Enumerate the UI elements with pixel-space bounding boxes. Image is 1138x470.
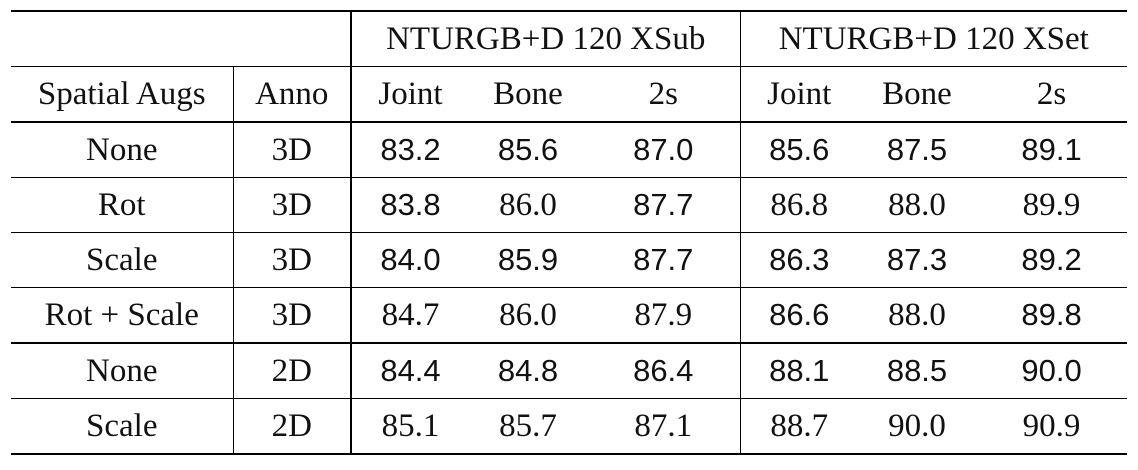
cell-xset-2s: 89.1 bbox=[976, 122, 1127, 178]
cell-anno: 3D bbox=[233, 233, 351, 288]
cell-xsub-joint: 83.8 bbox=[351, 178, 469, 233]
results-table bbox=[11, 10, 1127, 455]
cell-anno: 3D bbox=[233, 178, 351, 233]
cell-xset-bone: 87.5 bbox=[858, 122, 976, 178]
cell-xset-2s: 89.8 bbox=[976, 288, 1127, 344]
table-row bbox=[11, 122, 1127, 178]
cell-xsub-joint: 84.4 bbox=[351, 343, 469, 399]
col-header-xset-joint: Joint bbox=[740, 67, 858, 123]
column-header-row bbox=[11, 67, 1127, 123]
cell-xset-2s: 89.9 bbox=[976, 178, 1127, 233]
cell-xset-2s: 90.0 bbox=[976, 343, 1127, 399]
cell-xset-joint: 86.3 bbox=[740, 233, 858, 288]
cell-xset-joint: 86.6 bbox=[740, 288, 858, 344]
col-header-xsub-2s: 2s bbox=[587, 67, 740, 123]
cell-xsub-joint: 83.2 bbox=[351, 122, 469, 178]
group-header-row bbox=[11, 11, 1127, 67]
cell-xsub-bone: 84.8 bbox=[469, 343, 587, 399]
cell-spatial-aug: Rot + Scale bbox=[11, 288, 233, 344]
group-header-xset: NTURGB+D 120 XSet bbox=[740, 11, 1127, 67]
cell-xsub-2s: 87.0 bbox=[587, 122, 740, 178]
col-header-spatial-augs: Spatial Augs bbox=[11, 67, 233, 123]
cell-xset-joint: 86.8 bbox=[740, 178, 858, 233]
cell-xsub-bone: 85.6 bbox=[469, 122, 587, 178]
cell-xsub-2s: 87.9 bbox=[587, 288, 740, 344]
col-header-xset-2s: 2s bbox=[976, 67, 1127, 123]
table-row bbox=[11, 288, 1127, 344]
cell-spatial-aug: None bbox=[11, 343, 233, 399]
cell-anno: 2D bbox=[233, 399, 351, 455]
cell-spatial-aug: Scale bbox=[86, 407, 158, 444]
col-header-xsub-joint: Joint bbox=[351, 67, 469, 123]
group-header-xsub: NTURGB+D 120 XSub bbox=[351, 11, 740, 67]
cell-xset-bone: 88.0 bbox=[858, 178, 976, 233]
table-row bbox=[11, 233, 1127, 288]
cell-xset-bone: 87.3 bbox=[858, 233, 976, 288]
cell-xsub-bone: 86.0 bbox=[469, 288, 587, 344]
cell-xset-2s: 89.2 bbox=[976, 233, 1127, 288]
cell-xsub-joint: 84.7 bbox=[351, 288, 469, 344]
cell-xsub-2s: 87.7 bbox=[587, 233, 740, 288]
cell-xset-bone: 88.0 bbox=[858, 288, 976, 344]
table-row bbox=[11, 178, 1127, 233]
cell-xset-bone: 90.0 bbox=[888, 407, 946, 444]
cell-anno: 3D bbox=[233, 288, 351, 344]
col-header-xset-bone: Bone bbox=[858, 67, 976, 123]
table-row bbox=[11, 399, 1127, 455]
cell-xsub-2s: 87.7 bbox=[587, 178, 740, 233]
cell-anno: 2D bbox=[233, 343, 351, 399]
cell-xset-joint: 85.6 bbox=[740, 122, 858, 178]
cell-xsub-joint: 85.1 bbox=[351, 399, 469, 455]
cell-xset-joint: 88.1 bbox=[740, 343, 858, 399]
cell-anno: 3D bbox=[233, 122, 351, 178]
col-header-xsub-bone: Bone bbox=[469, 67, 587, 123]
cell-xsub-joint: 84.0 bbox=[351, 233, 469, 288]
col-header-anno: Anno bbox=[233, 67, 351, 123]
cell-xsub-2s: 86.4 bbox=[587, 343, 740, 399]
cell-xset-joint: 88.7 bbox=[740, 399, 858, 455]
cell-xset-bone: 88.5 bbox=[858, 343, 976, 399]
cell-spatial-aug: None bbox=[11, 122, 233, 178]
cell-xsub-bone: 86.0 bbox=[469, 178, 587, 233]
cell-xsub-2s: 87.1 bbox=[634, 407, 693, 444]
empty-header-cell bbox=[11, 11, 351, 67]
cell-xset-2s: 90.9 bbox=[1022, 407, 1081, 444]
cell-spatial-aug: Rot bbox=[11, 178, 233, 233]
cell-spatial-aug: Scale bbox=[11, 233, 233, 288]
table-row bbox=[11, 343, 1127, 399]
cell-xsub-bone: 85.7 bbox=[499, 407, 557, 444]
cell-xsub-bone: 85.9 bbox=[469, 233, 587, 288]
